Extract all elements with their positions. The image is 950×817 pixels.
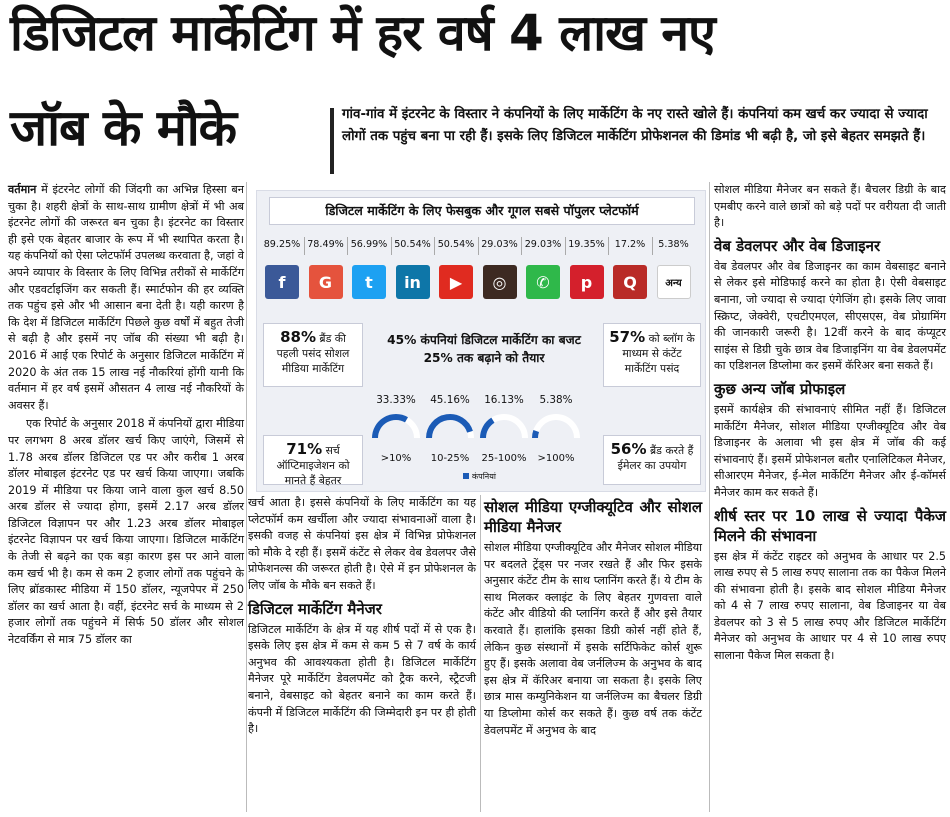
- stat-percent: 56%: [610, 440, 647, 458]
- gauge-label: >100%: [537, 453, 575, 464]
- percent-divider: [565, 237, 566, 255]
- paragraph: सोशल मीडिया एग्जीक्यूटिव और मैनेजर सोशल मीडिया पर बदलते ट्रेंड्स पर नजर रखते हैं और फिर इसके अनुसार कंटेंट टीम के साथ प्लानिंग करते हैं। ये टीम के साथ मिलकर क्लाइंट के लिए बेहतर गुणवत्ता वाले कंटेंट और वीडियो की प्लानिंग करते हैं और इसे तैयार करवाते हैं। हालांकि इसका डिग्री कोर्स नहीं होते हैं, लेकिन कुछ संस्थानों में इसके सर्टिफिकेट कोर्स शुरू हुए हैं। इसके अलावा वेब जर्नलिज्म के अनुभव के बाद इस क्षेत्र में कॅरिअर बनाया जा सकता है। इसके लिए छात्र मास कम्युनिकेशन या जर्नलिज्म का बैचलर डिग्री या डिप्लोमा कोर्स कर सकते हैं। कुछ वर्ष तक कंटेंट डेवलपमेंट में अनुभव के बाद: [484, 541, 702, 737]
- platform-percent: 29.03%: [524, 239, 562, 250]
- article-column-4: [714, 182, 946, 667]
- infographic-title: डिजिटल मार्केटिंग के लिए फेसबुक और गूगल सबसे पॉपुलर प्लेटफॉर्म: [269, 197, 695, 225]
- youtube-icon: ▶: [439, 265, 473, 299]
- percent-divider: [347, 237, 348, 255]
- headline-line-1: डिजिटल मार्केटिंग में हर वर्ष 4 लाख नए: [10, 4, 715, 62]
- paragraph: इस क्षेत्र में कंटेंट राइटर को अनुभव के आधार पर 2.5 लाख रुपए से 5 लाख रुपए सालाना तक का पैकेज मिलने की संभावना होती है। इसके बाद सोशल मीडिया मैनेजर को 4 से 7 लाख रुपए सालाना, वेब डिजाइनर या वेब डेवलपर को 3 से 5 लाख रुपए और डिजिटल मार्केटिंग मैनेजर को अनुभव के आधार पर 4 से 10 लाख रुपए सालाना पैकेज मिल सकता है।: [714, 549, 946, 663]
- column-divider: [246, 182, 247, 812]
- article-column-3: [484, 497, 702, 741]
- gauge-legend: [463, 471, 496, 482]
- deck-divider: [330, 108, 334, 174]
- legend-swatch: [463, 473, 469, 479]
- quora-icon: Q: [613, 265, 647, 299]
- platform-percent: 89.25%: [263, 239, 301, 250]
- paragraph: [8, 182, 244, 414]
- section-heading: शीर्ष स्तर पर 10 लाख से ज्यादा पैकेज मिलने की संभावना: [714, 506, 946, 545]
- platform-percent: 78.49%: [307, 239, 344, 250]
- platform-percent: 50.54%: [437, 239, 475, 250]
- gauge-track: [535, 417, 577, 438]
- stat-text: ब्रैंड की पहली पसंद सोशल मीडिया मार्केटिंग: [276, 332, 350, 375]
- gauge-arc: [478, 411, 530, 441]
- platform-percent: 50.54%: [394, 239, 431, 250]
- stat-percent: 71%: [286, 440, 323, 458]
- paragraph-text: में इंटरनेट लोगों की जिंदगी का अभिन्न हिस्सा बन चुका है। शहरी क्षेत्रों के साथ-साथ ग्रामीण क्षेत्रों में भी अब इंटरनेट लोगों की जरूरत बन चुका है। इंटरनेट का विस्तार ही इसे एक बेहतर बाजार के रूप में भी स्थापित करता है। यह कंपनियों को ऐसा प्लेटफॉर्म उपलब्ध करवाता है, जहां वे अपने व्यापार के विस्तार के लिए विभिन्न तरीकों से मार्केटिंग और एडवर्टाइजिंग कर सकती हैं। स्मार्टफोन की हर व्यक्ति तक पहुंच इसे और भी आसान बना देती है। यही कारण है कि देश में डिजिटल मार्केटिंग पिछले कुछ वर्षों में बहुत तेजी से बढ़ी है और इसमें नए जॉब की संख्या भी बढ़ी है। 2016 में आई एक रिपोर्ट के अनुसार डिजिटल मार्केटिंग में 2020 के अंत तक 15 लाख नई नौकरियां होंगी यानी कि वर्तमान में हर वर्ष इसमें औसतन 4 लाख नई नौकरियों के अवसर हैं।: [8, 183, 244, 412]
- paragraph: वेब डेवलपर और वेब डिजाइनर का काम वेबसाइट बनाने से लेकर इसे मोडिफाई करने का होता है। ऐसी वेबसाइट बनाना, जो ज्यादा से ज्यादा एंगेजिंग हो। इसके लिए जावा स्क्रिप्ट, जेक्वेरी, एचटीएमएल, सीएसएस, वेब प्रोग्रामिंग की जानकारी जरूरी है। 12वीं करने के बाद कंप्यूटर साइंस से डिग्री चुके छात्र वेब डिजाइनिंग या वेब डेवलपमेंट का एडिशनल डिप्लोमा कर इसमें कॅरिअर बना सकते हैं।: [714, 259, 946, 373]
- deck-text: गांव-गांव में इंटरनेट के विस्तार ने कंपनियों के लिए मार्केटिंग के नए रास्ते खोले हैं। कंपनियां कम खर्च कर ज्यादा से ज्यादा लोगों तक पहुंच बना पा रही हैं। इसके लिए डिजिटल मार्केटिंग प्रोफेशनल की डिमांड भी बढ़ी है, जो इसे बेहतर समझते हैं।: [342, 107, 928, 144]
- percent-divider: [608, 237, 609, 255]
- platform-percent: 56.99%: [350, 239, 388, 250]
- percent-divider: [521, 237, 522, 255]
- stat-box-social: [263, 323, 363, 387]
- platform-percent: 19.35%: [568, 239, 605, 250]
- paragraph: सोशल मीडिया मैनेजर बन सकते हैं। बैचलर डिग्री के बाद एमबीए करने वाले छात्रों को बड़े पदों पर वरीयता दी जाती है।: [714, 183, 946, 230]
- legend-label: कंपनियां: [472, 472, 496, 481]
- lead-word: वर्तमान: [8, 183, 37, 196]
- gauge-value: 45.16%: [430, 394, 470, 406]
- gauge-label: 10-25%: [430, 453, 470, 464]
- paragraph: डिजिटल मार्केटिंग के क्षेत्र में यह शीर्ष पदों में से एक है। इसके लिए इस क्षेत्र में कम से कम 5 से 7 वर्ष के कार्य अनुभव की आवश्यकता होती है। डिजिटल मार्केटिंग मैनेजर पूरे मार्केटिंग डेवलपमेंट को ट्रैक करने, स्ट्रैटजी बनाने, वेबसाइट को बेहतर बनाने का काम करते हैं। कंपनी में डिजिटल मार्केटिंग की जिम्मेदारी इन पर ही होती है।: [248, 622, 476, 736]
- others-icon: अन्य: [657, 265, 691, 299]
- gauge-fill: [483, 420, 493, 438]
- section-heading: डिजिटल मार्केटिंग मैनेजर: [248, 599, 382, 618]
- paragraph: खर्च आता है। इससे कंपनियों के लिए मार्केटिंग का यह प्लेटफॉर्म कम खर्चीला और ज्यादा संभावनाओं वाला है। इसकी वजह से कंपनियां इस क्षेत्र में विभिन्न प्रोफेशनल को मौके दे रही हैं। इसमें कंटेंट से लेकर वेब डेवलपर जैसे प्रोफेशनल्स की जरूरत होती है। ऐसे में इन प्रोफेशनल के लिए जॉब के मौके बन सकते हैं।: [248, 496, 476, 592]
- gauge-arc: [370, 411, 422, 441]
- gauge-label: >10%: [380, 453, 412, 464]
- percent-divider: [478, 237, 479, 255]
- gauge-value: 5.38%: [539, 394, 573, 406]
- percent-divider: [434, 237, 435, 255]
- stat-box-blog: [603, 323, 701, 387]
- percent-divider: [304, 237, 305, 255]
- gauge-fill: [535, 431, 536, 438]
- column-divider: [709, 182, 710, 812]
- headline-line-2: जॉब के मौके: [10, 99, 237, 157]
- pinterest-icon: p: [570, 265, 604, 299]
- budget-title: 45% कंपनियां डिजिटल मार्केटिंग का बजट 25% तक बढ़ाने को तैयार: [387, 333, 581, 365]
- instagram-icon: ◎: [483, 265, 517, 299]
- whatsapp-icon: ✆: [526, 265, 560, 299]
- stat-text: ब्रैंड करते हैं ईमेलर का उपयोग: [617, 444, 694, 472]
- gauge-label: 25-100%: [481, 453, 527, 464]
- column-divider: [480, 495, 481, 812]
- stat-box-seo: [263, 435, 363, 485]
- paragraph: इसमें कार्यक्षेत्र की संभावनाएं सीमित नहीं हैं। डिजिटल मार्केटिंग मैनेजर, सोशल मीडिया एग्जीक्यूटिव और वेब डिजाइनर के अलावा भी इस क्षेत्र में जॉब की कई संभावनाएं हैं। इसमें प्रोफेशनल बतौर एनालिटिकल मैनेजर, सीआरएम मैनेजर, ई-मेल मार्केटिंग मैनेजर और ई-कॉमर्स मैनेजर काम कर सकते हैं।: [714, 402, 946, 499]
- article-column-2: [248, 495, 476, 740]
- gauge-arc: [530, 411, 582, 441]
- section-heading: कुछ अन्य जॉब प्रोफाइल: [714, 379, 846, 398]
- gauge-fill: [429, 417, 470, 438]
- platform-percent: 5.38%: [658, 239, 689, 250]
- section-heading: वेब डेवलपर और वेब डिजाइनर: [714, 236, 881, 255]
- article-column-1: [8, 182, 244, 651]
- google-icon: G: [309, 265, 343, 299]
- gauge-fill: [375, 417, 407, 438]
- infographic-panel: [256, 190, 706, 492]
- section-heading: सोशल मीडिया एग्जीक्यूटिव और सोशल मीडिया मैनेजर: [484, 498, 702, 536]
- stat-text: सर्च ऑप्टिमाइजेशन को मानते हैं बेहतर: [276, 444, 350, 487]
- stat-percent: 57%: [609, 328, 646, 346]
- stat-text: को ब्लॉग के माध्यम से कंटेंट मार्केटिंग पसंद: [622, 332, 695, 375]
- percent-divider: [391, 237, 392, 255]
- percent-divider: [652, 237, 653, 255]
- paragraph: एक रिपोर्ट के अनुसार 2018 में कंपनियों द्वारा मीडिया पर लगभग 8 अरब डॉलर खर्च किए जाएंगे, जिसमें से 1.78 अरब डॉलर डिजिटल एड पर और करीब 1 अरब डॉलर मोबाइल इंटरनेट एड पर खर्च किया जाएगा। जबकि 2019 में मीडिया पर किया जाने वाला कुल खर्च 8.50 अरब डॉलर से ज्यादा होगा, इसमें 2.17 अरब डॉलर डिजिटल विज्ञापन पर और 1.23 अरब डॉलर मोबाइल इंटरनेट विज्ञापन पर खर्च किया जाएगा। डिजिटल मार्केटिंग के तेजी से बढ़ने का एक बड़ा कारण इस पर आने वाला कम खर्च भी है। कम से कम 2 हजार लोगों तक पहुंचने के लिए ब्रॉडकास्ट मीडिया में 150 डॉलर, न्यूजपेपर में 250 डॉलर का खर्च आता है। वहीं, इंटरनेट सर्च के माध्यम से 2 हजार लोगों तक पहुंचने में सिर्फ 50 डॉलर और सोशल नेटवर्किंग से मात्र 75 डॉलर का: [8, 417, 244, 647]
- stat-box-email: [603, 435, 701, 485]
- linkedin-icon: in: [396, 265, 430, 299]
- twitter-icon: t: [352, 265, 386, 299]
- facebook-icon: f: [265, 265, 299, 299]
- stat-percent: 88%: [280, 328, 316, 346]
- gauge-arc: [424, 411, 476, 441]
- gauge-value: 16.13%: [484, 394, 524, 406]
- gauge-value: 33.33%: [376, 394, 416, 406]
- platform-percent: 29.03%: [481, 239, 518, 250]
- platform-percent: 17.2%: [614, 239, 646, 250]
